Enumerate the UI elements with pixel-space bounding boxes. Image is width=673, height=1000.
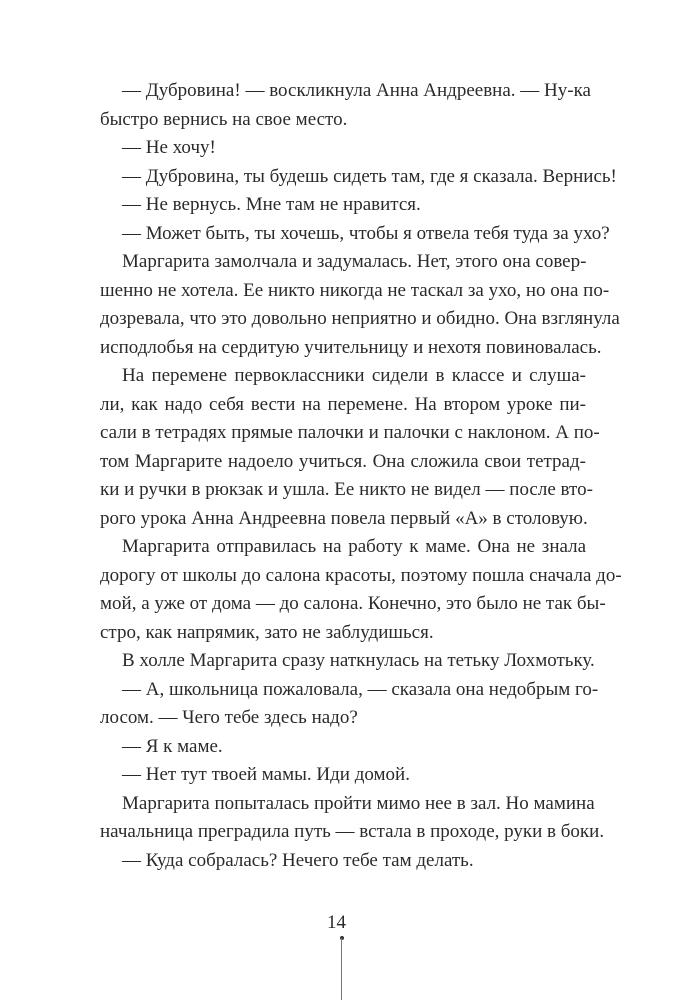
text-line: Маргарита замолчала и задумалась. Нет, этого она совер-	[122, 251, 587, 272]
text-line: — Не хочу!	[122, 137, 216, 158]
text-line: — Я к маме.	[122, 735, 223, 757]
footer-rule	[341, 938, 342, 1000]
page-number: 14	[327, 912, 346, 933]
text-line: — Дубровина! — воскликнула Анна Андреевна. — Ну-ка	[122, 80, 591, 101]
text-line: сали в тетрадях прямые палочки и палочки с наклоном. А по-	[100, 422, 600, 443]
text-line: быстро вернись на свое место.	[100, 108, 348, 130]
text-line: — Может быть, ты хочешь, чтобы я отвела тебя туда за ухо?	[122, 222, 610, 244]
text-line: — Куда собралась? Нечего тебе там делать.	[122, 849, 474, 871]
text-line: рого урока Анна Андреевна повела первый «А» в столовую.	[100, 507, 588, 529]
text-line: том Маргарите надоело учиться. Она сложила свои тетрад-	[100, 450, 586, 472]
text-line: дорогу от школы до салона красоты, поэтому пошла сначала до-	[100, 564, 622, 586]
text-line: начальница преградила путь — встала в проходе, руки в боки.	[100, 821, 605, 842]
text-line: На перемене первоклассники сидели в классе и слуша-	[122, 365, 586, 386]
text-line: — Дубровина, ты будешь сидеть там, где я сказала. Вернись!	[122, 165, 617, 187]
text-line: мой, а уже от дома — до салона. Конечно, это было не так бы-	[100, 593, 606, 614]
text-line: ли, как надо себя вести на перемене. На втором уроке пи-	[100, 393, 586, 415]
text-line: Маргарита попыталась пройти мимо нее в зал. Но мамина	[122, 792, 595, 814]
text-line: — А, школьница пожаловала, — сказала она недобрым го-	[122, 678, 599, 700]
text-line: — Нет тут твоей мамы. Иди домой.	[122, 764, 410, 785]
text-line: ки и ручки в рюкзак и ушла. Ее никто не видел — после вто-	[100, 479, 593, 500]
text-line: В холле Маргарита сразу наткнулась на тетьку Лохмотьку.	[122, 650, 595, 671]
text-line: Маргарита отправилась на работу к маме. Она не знала	[122, 536, 586, 557]
text-line: стро, как напрямик, зато не заблудишься.	[100, 621, 434, 643]
text-line: лосом. — Чего тебе здесь надо?	[100, 707, 358, 728]
page-body-text	[100, 77, 622, 875]
text-line: исподлобья на сердитую учительницу и нехотя повиновалась.	[100, 336, 602, 358]
text-line: — Не вернусь. Мне там не нравится.	[122, 194, 421, 215]
text-line: шенно не хотела. Ее никто никогда не таскал за ухо, но она по-	[100, 279, 610, 301]
text-line: дозревала, что это довольно неприятно и обидно. Она взглянула	[100, 308, 620, 329]
